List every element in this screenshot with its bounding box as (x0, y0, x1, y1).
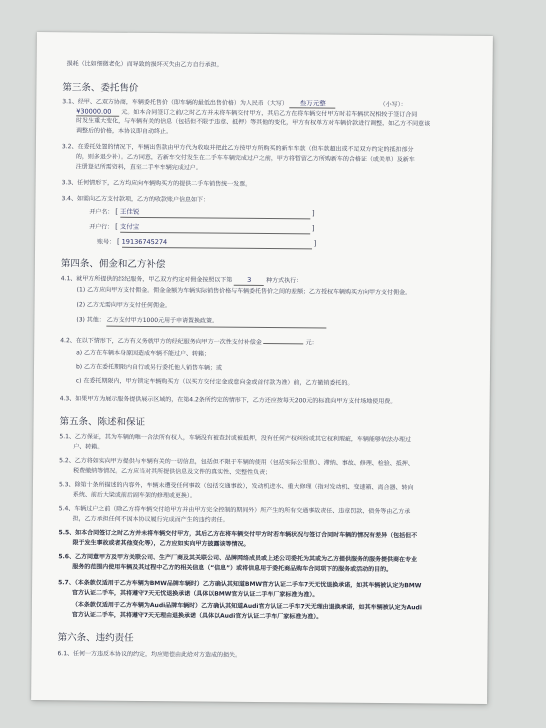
clause-4-2-b: b) 乙方在委托期限内自行或另行委托他人销售车辆；或 (75, 363, 223, 372)
clause-5-7-line3: （本条款仅适用于乙方车辆为Audi品牌车辆时）乙方确认其知道Audi官方认证二手车7天无理由退换承诺，如其车辆被认定为Audi (71, 601, 422, 612)
clause-text: （小写）： (379, 101, 407, 109)
account-value: 19136745274 (122, 237, 312, 250)
clause-5-1-line2: 户、转籍。 (73, 443, 104, 451)
top-line: 损耗（比如细微老化）而导致的损坏灭失由乙方自行承担。 (66, 60, 223, 69)
clause-3-2-line3: 注册登记所需资料，直至二手车车辆完成过户。 (75, 163, 202, 172)
clause-3-2-line2: 的，则多退少补）。乙方同意，若新车交付发生在二手车车辆完成过户之前，甲方将暂留乙方所购新车的合格证（或关单）及新车 (75, 153, 415, 164)
bank-label: 开户行： (89, 223, 114, 231)
clause-text: 元： (305, 339, 318, 347)
clause-text: 元。如本合同签订之前/之时乙方并未将车辆交付甲方，其后乙方在将车辆交付甲方时若车辆状况相较于签订合同 (121, 108, 418, 119)
clause-4-2-a: a) 乙方在车辆本身原因造成车辆不能过户、转籍； (76, 349, 211, 358)
amount-in-words: 叁万元整 (290, 99, 336, 108)
clause-4-2-c: c) 在委托期限内，甲方锁定车辆购买方（以买方交付定金或意向金或首付款为准）前，乙方撤销委托的。 (75, 377, 354, 387)
payee-row (89, 206, 314, 219)
payee-value: 王佳锐 (120, 207, 310, 220)
account-label: 账号： (97, 238, 116, 246)
clause-4-3: 4.3、如果甲方为展示服务提供展示区域的，在第4.2条所约定的情形下，乙方还应按每天200元的标准向甲方支付场地使用费。 (59, 395, 397, 406)
option-3 (76, 315, 326, 328)
clause-5-7-line4: 官方认证二手车，其将遵守7天无理由退换承诺（具体以Audi官方认证二手车厂家标准为准）。 (71, 611, 323, 621)
section-6-title: 第六条、违约责任 (57, 632, 134, 644)
clause-5-6-line2: 服务的范围内使用车辆及其过程中乙方的相关信息（“信息”）或将信息用于委托商品购车合同项下的服务或活动的目的。 (72, 563, 393, 574)
clause-3-2: 3.2、在委托处置的情况下，车辆出售款由甲方代为收取并把此乙方按甲方所购买的新车车款（但车款超出或不足双方约定的抵扣部分 (61, 143, 414, 154)
account-row (97, 237, 316, 250)
bracket-open: [ (116, 237, 120, 246)
bank-row (89, 221, 314, 234)
clause-5-4-line2: 担，乙方承担任何不因本协议履行完成而产生的违约责任。 (72, 515, 229, 524)
clause-5-7: 5.7、（本条款仅适用于乙方车辆为BMW品牌车辆时）乙方确认其知道BMW官方认证二手车7天无忧退换承诺，如其车辆被认定为BMW (58, 579, 422, 590)
clause-text: 3.1、经甲、乙双方协商，车辆委托售价（即车辆的最低出售价格）为人民币（大写） (62, 98, 288, 108)
clause-3-1-line4: 调整后的价格，本协议即自动终止。 (76, 127, 173, 136)
bracket-close: ] (311, 209, 315, 218)
clause-5-2: 5.2、乙方将如实向甲方提供与车辆有关的一切信息，包括但不限于车辆的使用（包括实际公里数）、滞纳、事故、修理、检验、抵押、 (59, 457, 414, 468)
bracket-close: ] (311, 224, 315, 233)
clause-5-1: 5.1、乙方保证，其为车辆的唯一合法所有权人，车辆没有被查封或被抵押，没有任何产权纠纷或其它权利瑕疵，车辆能够依法办理过 (59, 433, 411, 444)
contract-page (31, 32, 493, 704)
amount-in-figures: ¥30000.00 (76, 107, 119, 116)
clause-text: 4.1、就甲方所提供的经纪服务，甲乙双方约定对佣金按照以下第 (60, 275, 233, 284)
clause-5-7-line2: 官方认证二手车，其将遵守7天无忧退换承诺（具体以BMW官方认证二手车厂家标准为准）。 (72, 589, 319, 599)
option-3-detail: 乙方支付甲方1000元用于申请置换政策。 (107, 316, 327, 329)
option-2: (2) 乙方无需向甲方支付任何佣金。 (76, 301, 171, 310)
bank-value: 支付宝 (120, 222, 310, 235)
option-1: (1) 乙方应向甲方支付佣金。佣金金额为车辆实际销售价格与车辆委托售价之间的差额；乙方授权车辆购买方向甲方支付佣金。 (76, 286, 412, 297)
clause-5-3: 5.3、除第十条所描述的内容外，车辆未遭受任何事故（包括交通事故），发动机进水、重大修理（指对发动机、变速箱、离合器、转向 (58, 481, 414, 492)
clause-text: (3) 其他： (76, 316, 105, 324)
bracket-close: ] (313, 239, 317, 248)
section-4-title: 第四条、佣金和乙方补偿 (60, 258, 166, 271)
clause-5-4: 5.4、车辆过户之前（除乙方将车辆交付给甲方并由甲方完全控制的期间外）所产生的所有交通事故责任、违章罚款、债务等由乙方承 (58, 505, 411, 516)
clause-4-1 (61, 273, 302, 286)
compensation-blank (264, 343, 304, 344)
bracket-open: [ (115, 207, 119, 216)
clause-3-1-line3: 时发生重大变化，与车辆有关的信息（包括但不限于违章、抵押）等其他的变化，甲方有权单方对车辆价款进行调整，如乙方不同意该 (76, 117, 431, 128)
section-5-title: 第五条、陈述和保证 (59, 416, 146, 428)
clause-4-2 (60, 336, 317, 348)
clause-text: 4.2、在以下情形下，乙方有义务就甲方的经纪服务向甲方一次性支付补偿金 (60, 337, 262, 346)
clause-5-5-line2: 限于发生事故或者其他变化等），乙方应如实向甲方披露该等情况。 (72, 539, 250, 548)
clause-5-6: 5.6、乙方同意甲方及甲方关联公司、生产厂商及其关联公司、品牌网络成员或上述公司委托为其或为乙方提供服务的服务提供商在专业 (58, 553, 418, 564)
section-3-title: 第三条、委托售价 (62, 82, 139, 94)
clause-3-3: 3.3、任何情形下，乙方均应向车辆购买方的提供二手车销售统一发票。 (61, 179, 252, 188)
clause-5-5: 5.5、如本合同签订之时乙方并未将车辆交付甲方，其后乙方在将车辆交付甲方时若车辆状况与签订合同时车辆的情况有差异（包括但不 (58, 529, 418, 540)
clause-6-1: 6.1、任何一方违反本协议的约定，均应赔偿由此给对方造成的损失。 (57, 650, 242, 659)
clause-5-3-line2: 系统、前后大梁或前后副车架的修理或更换）。 (72, 491, 196, 500)
clause-3-4: 3.4、如需向乙方支付款项，乙方的收款账户信息如下： (61, 195, 210, 204)
payment-option-choice: 3 (234, 275, 264, 286)
bracket-open: [ (115, 222, 118, 231)
clause-5-2-line2: 税费缴纳等情况。乙方应当对其所提供信息及文件的真实性、完整性负责； (73, 467, 272, 477)
clause-text: 种方式执行： (266, 277, 303, 285)
payee-label: 开户名： (89, 208, 114, 216)
